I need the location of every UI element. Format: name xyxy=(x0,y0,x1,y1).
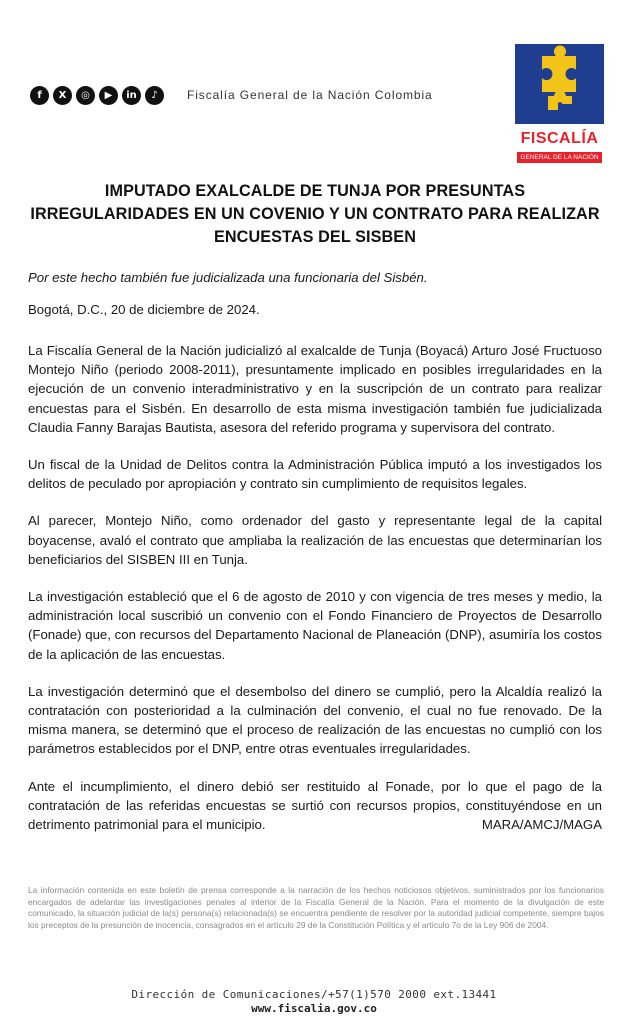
paragraph: La Fiscalía General de la Nación judicializó al exalcalde de Tunja (Boyacá) Arturo José Fructuoso Montejo Niño (periodo 2008-2011), presuntamente implicado en posibles irregularidades en la ejecución de un convenio interadministrativo y en la suscripción de un contrato para realizar encuestas para el Sisbén. En desarrollo de esta misma investigación también fue judicializada Claudia Fanny Barajas Bautista, asesora del referido programa y supervisora del contrato. xyxy=(28,343,602,435)
paragraph: Un fiscal de la Unidad de Delitos contra la Administración Pública imputó a los investigados los delitos de peculado por apropiación y contrato sin cumplimiento de requisitos legales. xyxy=(28,457,602,492)
legal-disclaimer: La información contenida en este boletín de prensa corresponde a la narración de los hechos noticiosos objetivos, suministrados por los funcionarios encargados de adelantar las investigaciones penales al interior de la Fiscalía General de la Nación. Para el momento de la divulgación de este comunicado, la situación judicial de la(s) persona(s) relacionada(s) se encuentra pendiente de resolver por la autoridad judicial competente, siempre bajos los preceptos de la presunción de inocencia, consagrados en el artículo 29 de la Constitución Política y el artículo 7o de la Ley 906 de 2004. xyxy=(28,885,604,930)
logo-subtitle: GENERAL DE LA NACIÓN xyxy=(517,152,602,163)
logo-word: FISCALÍA xyxy=(520,130,599,147)
paragraph: La investigación determinó que el desembolso del dinero se cumplió, pero la Alcaldía realizó la contratación con posterioridad a la culminación del convenio, el cual no fue renovado. De la misma manera, se determinó que el proceso de realización de las encuestas no cumplió con los parámetros establecidos por el DNP, entre otras eventuales irregularidades. xyxy=(28,683,602,757)
paragraph-last xyxy=(28,777,602,835)
article-title: IMPUTADO EXALCALDE DE TUNJA POR PRESUNTAS IRREGULARIDADES EN UN COVENIO Y UN CONTRATO PARA REALIZAR ENCUESTAS DEL SISBEN xyxy=(30,182,600,246)
fiscalia-logo xyxy=(515,44,604,166)
youtube-icon[interactable]: ▶ xyxy=(99,86,118,105)
social-icons xyxy=(30,86,164,105)
article-date: Bogotá, D.C., 20 de diciembre de 2024. xyxy=(28,302,260,317)
author-signature: MARA/AMCJ/MAGA xyxy=(481,817,602,833)
puzzle-icon xyxy=(515,44,604,124)
page-header xyxy=(0,0,628,175)
facebook-icon[interactable]: f xyxy=(30,86,49,105)
x-icon[interactable]: X xyxy=(53,86,72,105)
article-lead: Por este hecho también fue judicializada una funcionaria del Sisbén. xyxy=(28,270,428,285)
linkedin-icon[interactable]: in xyxy=(122,86,141,105)
org-name: Fiscalía General de la Nación Colombia xyxy=(187,88,433,102)
paragraph-text: Ante el incumplimiento, el dinero debió ser restituido al Fonade, por lo que el pago de la contratación de las referidas encuestas se surtió con recursos propios, constituyéndose en un detrimento patrimonial para el municipio. xyxy=(28,778,602,833)
footer-website-link[interactable]: www.fiscalia.gov.co xyxy=(251,1002,377,1015)
article xyxy=(28,180,602,834)
tiktok-icon[interactable]: ♪ xyxy=(145,86,164,105)
paragraph: Al parecer, Montejo Niño, como ordenador del gasto y representante legal de la capital boyacense, avaló el contrato que ampliaba la realización de las encuestas que determinarían los beneficiarios del SISBEN III en Tunja. xyxy=(28,513,602,567)
logo-box xyxy=(515,44,604,124)
instagram-icon[interactable]: ◎ xyxy=(76,86,95,105)
footer-contact: Dirección de Comunicaciones/+57(1)570 2000 ext.13441 xyxy=(131,988,497,1001)
paragraph: La investigación estableció que el 6 de agosto de 2010 y con vigencia de tres meses y medio, la administración local suscribió un convenio con el Fondo Financiero de Proyectos de Desarrollo (Fonade) que, con recursos del Departamento Nacional de Planeación (DNP), asumiría los costos de la aplicación de las encuestas. xyxy=(28,589,602,662)
